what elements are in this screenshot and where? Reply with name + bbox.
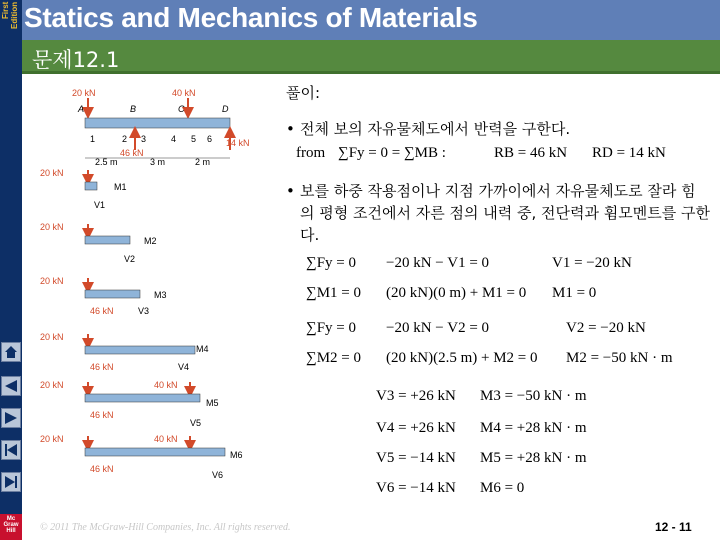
eq-m4: M4 = +28 kN · m xyxy=(480,420,587,436)
fbd4-beam xyxy=(85,346,195,354)
fbd4-load: 20 kN xyxy=(40,332,64,342)
fig-pt-5: 5 xyxy=(191,134,197,144)
solution-label: 풀이: xyxy=(286,84,321,102)
home-button[interactable] xyxy=(1,342,21,362)
fbd3-beam xyxy=(85,290,140,298)
problem-band xyxy=(22,40,720,74)
book-title: Statics and Mechanics of Materials xyxy=(24,2,478,33)
eq-reaction-rd: RD = 14 kN xyxy=(592,145,666,161)
fbd6-v: V6 xyxy=(212,470,224,480)
publisher-logo: Mc Graw Hill xyxy=(0,514,22,540)
bullet-2: • 보를 하중 작용점이나 지점 가까이에서 자유물체도로 잘라 힘의 평형 조건에서 자른 점의 내력 중, 전단력과 휨모멘트를 구한다. xyxy=(286,182,710,244)
fbd6-46: 46 kN xyxy=(90,464,114,474)
fig-load-c: 40 kN xyxy=(172,88,196,98)
page-number: 12 - 11 xyxy=(655,520,692,534)
fbd4-46: 46 kN xyxy=(90,362,114,372)
eq-row4-mid: (20 kN)(2.5 m) + M2 = 0 xyxy=(386,350,538,366)
fbd5-load: 20 kN xyxy=(40,380,64,390)
fbd2-v: V2 xyxy=(124,254,136,264)
fig-label-a: A xyxy=(78,104,85,114)
fbd1-m: M1 xyxy=(114,182,127,192)
edition-label: First Edition xyxy=(1,2,19,30)
fig-pt-1: 1 xyxy=(90,134,96,144)
fbd5-40: 40 kN xyxy=(154,380,178,390)
fbd3-load: 20 kN xyxy=(40,276,64,286)
fig-pt-6: 6 xyxy=(207,134,213,144)
fbd4-m: M4 xyxy=(196,344,209,354)
eq-m5: M5 = +28 kN · m xyxy=(480,450,587,466)
bullet-1: • 전체 보의 자유물체도에서 반력을 구한다. xyxy=(286,120,571,138)
main-beam xyxy=(85,118,230,128)
eq-m3: M3 = −50 kN · m xyxy=(480,388,587,404)
fbd3-v: V3 xyxy=(138,306,150,316)
fbd2-m: M2 xyxy=(144,236,157,246)
eq-reactions-sum: ∑Fy = 0 = ∑MB : xyxy=(338,145,446,161)
eq-row2-mid: (20 kN)(0 m) + M1 = 0 xyxy=(386,285,527,301)
back-button[interactable] xyxy=(1,376,21,396)
fbd4-v: V4 xyxy=(178,362,190,372)
eq-row2-right: M1 = 0 xyxy=(552,285,597,301)
fbd1-v: V1 xyxy=(94,200,106,210)
eq-row4-right: M2 = −50 kN · m xyxy=(566,350,673,366)
end-icon xyxy=(4,475,18,489)
fig-dim-3: 2 m xyxy=(195,157,211,167)
fbd5-46: 46 kN xyxy=(90,410,114,420)
fbd6-load: 20 kN xyxy=(40,434,64,444)
triangle-right-icon xyxy=(4,411,18,425)
fbd1-load: 20 kN xyxy=(40,168,64,178)
fbd3-46: 46 kN xyxy=(90,306,114,316)
first-slide-button[interactable] xyxy=(1,440,21,460)
triangle-left-icon xyxy=(4,379,18,393)
eq-v5: V5 = −14 kN xyxy=(376,450,456,466)
fig-dim-2: 3 m xyxy=(150,157,166,167)
fig-pt-3: 3 xyxy=(141,134,147,144)
eq-row1-right: V1 = −20 kN xyxy=(552,255,632,271)
fig-label-b: B xyxy=(130,104,137,114)
fbd3-m: M3 xyxy=(154,290,167,300)
fbd2-beam xyxy=(85,236,130,244)
eq-v4: V4 = +26 kN xyxy=(376,420,456,436)
eq-row4-left: ∑M2 = 0 xyxy=(306,350,361,366)
eq-row3-left: ∑Fy = 0 xyxy=(306,320,356,336)
eq-row1-mid: −20 kN − V1 = 0 xyxy=(386,255,490,271)
fig-rd: 14 kN xyxy=(226,138,250,148)
fbd6-40: 40 kN xyxy=(154,434,178,444)
eq-v3: V3 = +26 kN xyxy=(376,388,456,404)
forward-button[interactable] xyxy=(1,408,21,428)
eq-reactions-from: from xyxy=(296,145,326,161)
fbd2-load: 20 kN xyxy=(40,222,64,232)
footer-copyright: © 2011 The McGraw-Hill Companies, Inc. All rights reserved. xyxy=(40,522,291,533)
fbd6-m: M6 xyxy=(230,450,243,460)
fbd5-v: V5 xyxy=(190,418,202,428)
eq-reaction-rb: RB = 46 kN xyxy=(494,145,568,161)
bullet-1-text: 전체 보의 자유물체도에서 반력을 구한다. xyxy=(300,120,571,138)
problem-title: 문제12.1 xyxy=(32,48,120,72)
home-icon xyxy=(4,345,18,359)
eq-row1-left: ∑Fy = 0 xyxy=(306,255,356,271)
fbd1-beam xyxy=(85,182,97,190)
fbd5-beam xyxy=(85,394,200,402)
eq-row3-right: V2 = −20 kN xyxy=(566,320,646,336)
fig-label-c: C xyxy=(178,104,185,114)
fig-pt-4: 4 xyxy=(171,134,177,144)
fig-pt-2: 2 xyxy=(122,134,128,144)
fig-load-a: 20 kN xyxy=(72,88,96,98)
fig-rb: 46 kN xyxy=(120,148,144,158)
eq-row3-mid: −20 kN − V2 = 0 xyxy=(386,320,490,336)
eq-m6: M6 = 0 xyxy=(480,480,525,496)
eq-v6: V6 = −14 kN xyxy=(376,480,456,496)
bullet-2-text: 보를 하중 작용점이나 지점 가까이에서 자유물체도로 잘라 힘의 평형 조건에서 자른 점의 내력 중, 전단력과 휨모멘트를 구한다. xyxy=(300,182,710,244)
beam-figure xyxy=(40,86,280,486)
fbd6-beam xyxy=(85,448,225,456)
fig-label-d: D xyxy=(222,104,229,114)
fbd5-m: M5 xyxy=(206,398,219,408)
skip-first-icon xyxy=(4,443,18,457)
eq-row2-left: ∑M1 = 0 xyxy=(306,285,361,301)
fig-dim-1: 2.5 m xyxy=(95,157,118,167)
exit-button[interactable] xyxy=(1,472,21,492)
